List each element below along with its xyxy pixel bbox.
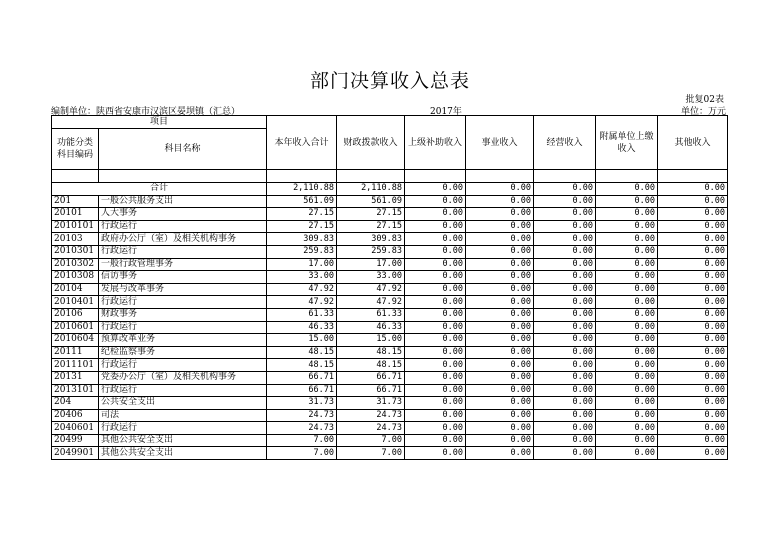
row-value: 61.33 <box>337 308 405 321</box>
row-value: 0.00 <box>596 245 658 258</box>
row-code: 20104 <box>52 283 99 296</box>
row-value: 7.00 <box>267 434 337 447</box>
table-row <box>52 422 728 435</box>
row-value: 24.73 <box>267 422 337 435</box>
row-value: 0.00 <box>405 308 466 321</box>
row-value: 0.00 <box>596 220 658 233</box>
row-value: 0.00 <box>596 359 658 372</box>
row-value: 0.00 <box>405 397 466 410</box>
row-value: 27.15 <box>337 220 405 233</box>
row-value: 24.73 <box>337 422 405 435</box>
row-code: 2011101 <box>52 359 99 372</box>
table-row <box>52 359 728 372</box>
total-label: 合计 <box>52 183 267 196</box>
row-value: 0.00 <box>405 371 466 384</box>
row-code: 20406 <box>52 409 99 422</box>
row-name: 预算改革业务 <box>99 334 267 347</box>
row-name: 行政运行 <box>99 359 267 372</box>
row-value: 0.00 <box>596 346 658 359</box>
total-value: 0.00 <box>658 183 728 196</box>
row-name: 公共安全支出 <box>99 397 267 410</box>
row-value: 0.00 <box>466 258 534 271</box>
row-name: 财政事务 <box>99 308 267 321</box>
table-row <box>52 258 728 271</box>
table-row <box>52 397 728 410</box>
table-row <box>52 334 728 347</box>
row-value: 7.00 <box>267 447 337 460</box>
row-value: 0.00 <box>405 359 466 372</box>
total-value: 2,110.88 <box>267 183 337 196</box>
row-value: 15.00 <box>267 334 337 347</box>
report-year: 2017年 <box>430 107 462 117</box>
row-value: 0.00 <box>534 384 596 397</box>
row-name: 行政运行 <box>99 220 267 233</box>
header-superior: 上级补助收入 <box>405 116 466 170</box>
row-value: 0.00 <box>534 208 596 221</box>
row-value: 0.00 <box>466 271 534 284</box>
row-code: 2010301 <box>52 245 99 258</box>
table-row <box>52 195 728 208</box>
row-value: 47.92 <box>337 296 405 309</box>
row-value: 0.00 <box>658 308 728 321</box>
revenue-table <box>51 115 728 460</box>
row-value: 259.83 <box>267 245 337 258</box>
table-row <box>52 283 728 296</box>
row-value: 0.00 <box>534 447 596 460</box>
table-row <box>52 308 728 321</box>
row-code: 2010401 <box>52 296 99 309</box>
row-code: 2010308 <box>52 271 99 284</box>
row-value: 0.00 <box>534 296 596 309</box>
row-value: 0.00 <box>466 321 534 334</box>
row-name: 纪检监察事务 <box>99 346 267 359</box>
row-value: 46.33 <box>337 321 405 334</box>
row-value: 0.00 <box>596 371 658 384</box>
row-code: 20101 <box>52 208 99 221</box>
row-value: 0.00 <box>658 233 728 246</box>
row-value: 7.00 <box>337 434 405 447</box>
row-value: 47.92 <box>267 283 337 296</box>
row-value: 0.00 <box>596 397 658 410</box>
table-row <box>52 233 728 246</box>
row-value: 0.00 <box>658 271 728 284</box>
row-value: 0.00 <box>466 346 534 359</box>
row-value: 0.00 <box>405 208 466 221</box>
row-value: 0.00 <box>405 434 466 447</box>
row-name: 发展与改革事务 <box>99 283 267 296</box>
row-value: 0.00 <box>658 409 728 422</box>
row-value: 48.15 <box>267 346 337 359</box>
row-value: 0.00 <box>658 245 728 258</box>
header-total: 本年收入合计 <box>267 116 337 170</box>
row-code: 2040601 <box>52 422 99 435</box>
row-value: 0.00 <box>658 258 728 271</box>
row-value: 31.73 <box>337 397 405 410</box>
row-value: 17.00 <box>337 258 405 271</box>
row-code: 2010302 <box>52 258 99 271</box>
row-value: 0.00 <box>534 346 596 359</box>
total-value: 0.00 <box>534 183 596 196</box>
row-value: 0.00 <box>405 346 466 359</box>
row-value: 0.00 <box>596 434 658 447</box>
row-value: 0.00 <box>658 321 728 334</box>
row-value: 0.00 <box>658 447 728 460</box>
row-value: 0.00 <box>405 321 466 334</box>
row-value: 0.00 <box>466 195 534 208</box>
row-value: 0.00 <box>658 397 728 410</box>
row-value: 309.83 <box>267 233 337 246</box>
table-row <box>52 371 728 384</box>
row-value: 7.00 <box>337 447 405 460</box>
row-value: 66.71 <box>337 384 405 397</box>
table-row <box>52 321 728 334</box>
row-value: 15.00 <box>337 334 405 347</box>
row-value: 309.83 <box>337 233 405 246</box>
row-value: 0.00 <box>596 334 658 347</box>
header-affiliated: 附属单位上缴收入 <box>596 116 658 170</box>
row-value: 0.00 <box>405 409 466 422</box>
row-value: 0.00 <box>405 447 466 460</box>
table-row <box>52 208 728 221</box>
row-value: 561.09 <box>267 195 337 208</box>
row-value: 0.00 <box>466 245 534 258</box>
row-name: 行政运行 <box>99 422 267 435</box>
row-value: 33.00 <box>267 271 337 284</box>
row-value: 0.00 <box>534 321 596 334</box>
row-value: 0.00 <box>658 220 728 233</box>
row-value: 47.92 <box>337 283 405 296</box>
row-name: 行政运行 <box>99 384 267 397</box>
header-operating: 经营收入 <box>534 116 596 170</box>
header-row-1 <box>52 116 728 129</box>
currency-unit: 单位：万元 <box>680 107 726 117</box>
row-code: 20131 <box>52 371 99 384</box>
row-value: 0.00 <box>405 422 466 435</box>
header-business: 事业收入 <box>466 116 534 170</box>
row-value: 0.00 <box>596 422 658 435</box>
row-value: 0.00 <box>658 195 728 208</box>
row-value: 0.00 <box>534 409 596 422</box>
row-code: 201 <box>52 195 99 208</box>
row-value: 0.00 <box>466 422 534 435</box>
header-code: 功能分类科目编码 <box>52 129 99 170</box>
table-row <box>52 296 728 309</box>
row-value: 0.00 <box>658 346 728 359</box>
row-value: 0.00 <box>534 334 596 347</box>
row-value: 0.00 <box>596 258 658 271</box>
row-value: 0.00 <box>405 334 466 347</box>
row-value: 0.00 <box>658 359 728 372</box>
row-value: 0.00 <box>534 308 596 321</box>
row-value: 66.71 <box>337 371 405 384</box>
compiling-unit: 编制单位：陕西省安康市汉滨区晏坝镇（汇总） <box>51 107 241 117</box>
row-value: 0.00 <box>658 296 728 309</box>
table-row <box>52 245 728 258</box>
row-code: 2010101 <box>52 220 99 233</box>
row-value: 0.00 <box>405 384 466 397</box>
row-code: 2013101 <box>52 384 99 397</box>
row-value: 0.00 <box>466 384 534 397</box>
row-value: 0.00 <box>658 434 728 447</box>
row-code: 204 <box>52 397 99 410</box>
header-item: 项目 <box>52 116 267 129</box>
row-value: 48.15 <box>267 359 337 372</box>
row-value: 0.00 <box>534 371 596 384</box>
row-value: 48.15 <box>337 359 405 372</box>
row-value: 0.00 <box>596 283 658 296</box>
row-value: 0.00 <box>534 397 596 410</box>
row-value: 0.00 <box>596 308 658 321</box>
row-value: 0.00 <box>466 233 534 246</box>
row-name: 行政运行 <box>99 245 267 258</box>
row-value: 24.73 <box>267 409 337 422</box>
table-row <box>52 434 728 447</box>
row-code: 2010604 <box>52 334 99 347</box>
header-fiscal: 财政拨款收入 <box>337 116 405 170</box>
header-name: 科目名称 <box>99 129 267 170</box>
table-row <box>52 220 728 233</box>
row-value: 259.83 <box>337 245 405 258</box>
row-value: 0.00 <box>534 422 596 435</box>
row-value: 0.00 <box>596 195 658 208</box>
row-code: 20103 <box>52 233 99 246</box>
row-value: 0.00 <box>405 195 466 208</box>
row-value: 561.09 <box>337 195 405 208</box>
row-value: 0.00 <box>405 233 466 246</box>
table-row <box>52 271 728 284</box>
row-name: 一般行政管理事务 <box>99 258 267 271</box>
row-value: 0.00 <box>658 208 728 221</box>
row-value: 27.15 <box>337 208 405 221</box>
row-value: 0.00 <box>466 334 534 347</box>
row-name: 政府办公厅（室）及相关机构事务 <box>99 233 267 246</box>
row-name: 其他公共安全支出 <box>99 434 267 447</box>
row-value: 0.00 <box>466 397 534 410</box>
row-value: 0.00 <box>534 434 596 447</box>
row-code: 20499 <box>52 434 99 447</box>
row-value: 0.00 <box>466 447 534 460</box>
row-value: 0.00 <box>658 371 728 384</box>
row-value: 0.00 <box>658 384 728 397</box>
row-value: 0.00 <box>596 271 658 284</box>
table-row <box>52 409 728 422</box>
row-value: 0.00 <box>466 371 534 384</box>
row-value: 0.00 <box>466 308 534 321</box>
total-value: 0.00 <box>405 183 466 196</box>
row-value: 0.00 <box>596 384 658 397</box>
row-value: 0.00 <box>405 245 466 258</box>
row-value: 0.00 <box>596 296 658 309</box>
row-value: 0.00 <box>405 283 466 296</box>
row-value: 0.00 <box>405 220 466 233</box>
total-value: 2,110.88 <box>337 183 405 196</box>
row-value: 27.15 <box>267 208 337 221</box>
table-row <box>52 447 728 460</box>
total-value: 0.00 <box>466 183 534 196</box>
spacer-row <box>52 170 728 183</box>
total-row <box>52 183 728 196</box>
row-value: 0.00 <box>466 409 534 422</box>
row-value: 0.00 <box>534 195 596 208</box>
row-value: 0.00 <box>405 296 466 309</box>
row-value: 0.00 <box>466 296 534 309</box>
row-value: 0.00 <box>534 283 596 296</box>
row-name: 行政运行 <box>99 296 267 309</box>
row-value: 48.15 <box>337 346 405 359</box>
row-name: 人大事务 <box>99 208 267 221</box>
row-value: 33.00 <box>337 271 405 284</box>
row-code: 20106 <box>52 308 99 321</box>
total-value: 0.00 <box>596 183 658 196</box>
row-value: 0.00 <box>534 271 596 284</box>
row-code: 20111 <box>52 346 99 359</box>
row-value: 0.00 <box>534 245 596 258</box>
row-code: 2010601 <box>52 321 99 334</box>
row-value: 66.71 <box>267 371 337 384</box>
row-code: 2049901 <box>52 447 99 460</box>
row-value: 0.00 <box>596 208 658 221</box>
row-name: 司法 <box>99 409 267 422</box>
row-value: 46.33 <box>267 321 337 334</box>
row-name: 信访事务 <box>99 271 267 284</box>
row-name: 行政运行 <box>99 321 267 334</box>
form-number: 批复02表 <box>685 95 724 105</box>
header-other: 其他收入 <box>658 116 728 170</box>
row-value: 0.00 <box>596 409 658 422</box>
row-value: 27.15 <box>267 220 337 233</box>
row-value: 0.00 <box>405 258 466 271</box>
row-value: 47.92 <box>267 296 337 309</box>
row-value: 0.00 <box>534 233 596 246</box>
row-value: 17.00 <box>267 258 337 271</box>
row-value: 0.00 <box>466 208 534 221</box>
row-value: 0.00 <box>534 220 596 233</box>
row-value: 0.00 <box>466 283 534 296</box>
row-value: 0.00 <box>534 359 596 372</box>
row-value: 66.71 <box>267 384 337 397</box>
table-row <box>52 384 728 397</box>
row-name: 其他公共安全支出 <box>99 447 267 460</box>
row-value: 0.00 <box>534 258 596 271</box>
row-value: 61.33 <box>267 308 337 321</box>
row-value: 0.00 <box>405 271 466 284</box>
row-value: 0.00 <box>596 447 658 460</box>
row-value: 0.00 <box>596 321 658 334</box>
row-value: 31.73 <box>267 397 337 410</box>
report-title: 部门决算收入总表 <box>309 70 470 92</box>
row-name: 一般公共服务支出 <box>99 195 267 208</box>
row-value: 0.00 <box>466 359 534 372</box>
row-value: 0.00 <box>658 422 728 435</box>
table-row <box>52 346 728 359</box>
row-value: 0.00 <box>466 434 534 447</box>
row-value: 24.73 <box>337 409 405 422</box>
row-value: 0.00 <box>658 334 728 347</box>
row-value: 0.00 <box>596 233 658 246</box>
row-value: 0.00 <box>466 220 534 233</box>
row-name: 党委办公厅（室）及相关机构事务 <box>99 371 267 384</box>
row-value: 0.00 <box>658 283 728 296</box>
